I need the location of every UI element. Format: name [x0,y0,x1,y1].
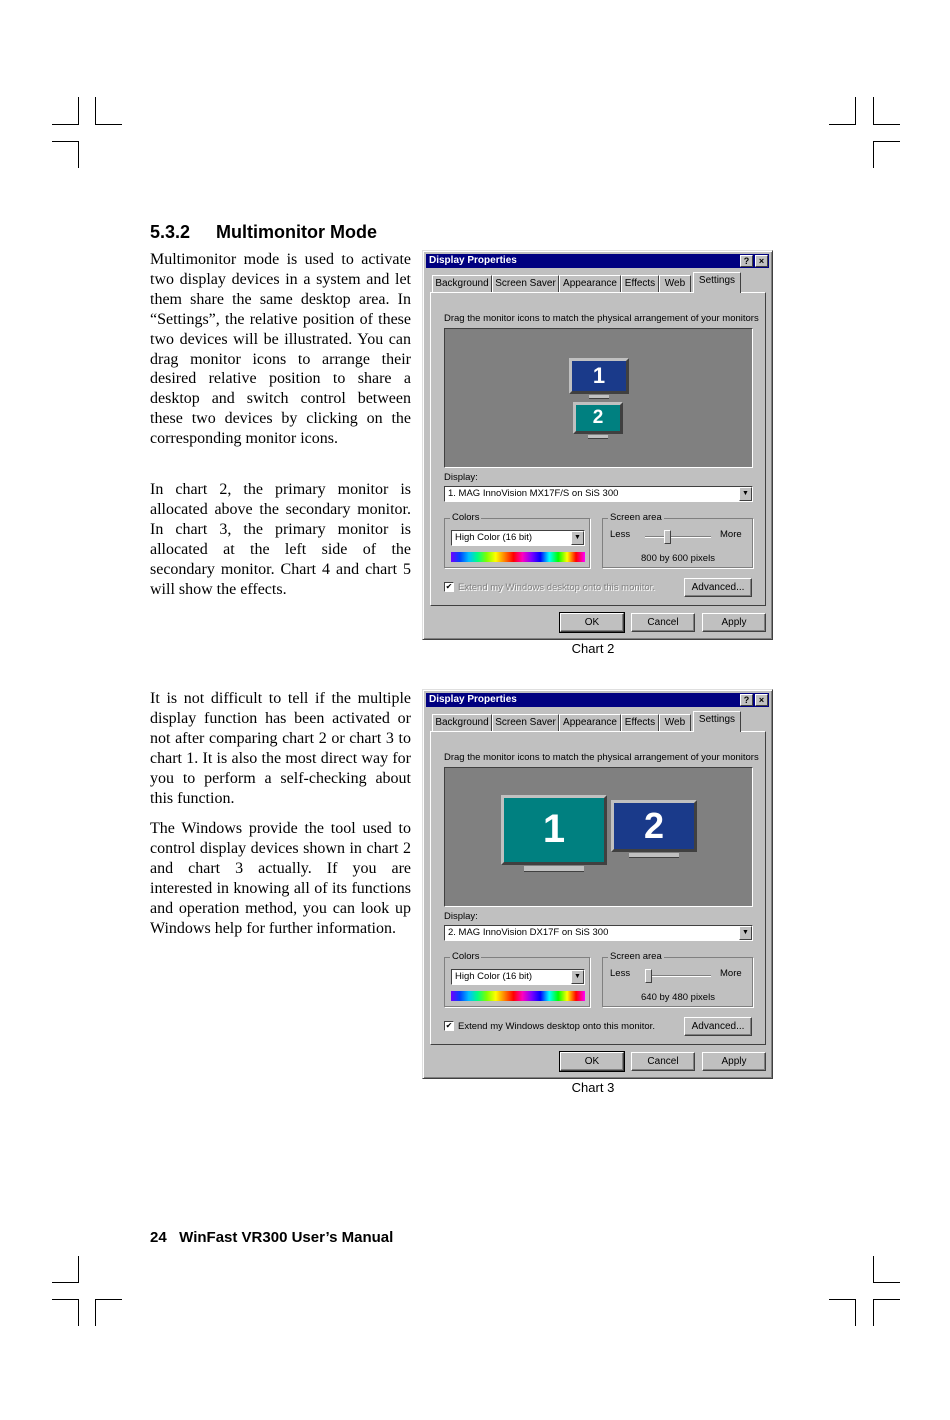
monitor-2-icon[interactable]: 2 [611,800,697,862]
tab-settings[interactable]: Settings [693,272,741,293]
resolution-slider-track[interactable] [645,975,711,977]
help-button[interactable]: ? [740,255,753,267]
paragraph: The Windows provide the tool used to control display devices shown in chart 2 and chart 3 actually. If you are interested in knowing all of its functions and operation method, you can look up Windows help for further information. [150,820,411,937]
cancel-button[interactable]: Cancel [631,1052,695,1071]
monitor-1-icon[interactable]: 1 [569,358,629,400]
section-title: Multimonitor Mode [216,222,377,242]
tab-settings[interactable]: Settings [693,711,741,732]
advanced-button[interactable]: Advanced... [684,578,752,597]
display-value: 2. MAG InnoVision DX17F on SiS 300 [448,927,609,938]
help-button[interactable]: ? [740,694,753,706]
monitor-arrangement-area[interactable] [444,767,753,907]
chart-caption: Chart 3 [571,1080,615,1095]
close-button[interactable]: × [755,694,768,706]
resolution-slider-thumb[interactable] [645,969,652,983]
ok-button[interactable]: OK [560,1052,624,1071]
monitor-arrangement-area[interactable] [444,328,753,468]
extend-desktop-label: Extend my Windows desktop onto this monitor. [458,582,655,593]
ok-button[interactable]: OK [560,613,624,632]
instruction-text: Drag the monitor icons to match the physical arrangement of your monitors [444,752,759,763]
dialog-title: Display Properties [429,694,517,705]
extend-desktop-checkbox[interactable]: ✔ [445,1021,453,1030]
tab-background[interactable]: Background [432,714,492,731]
section-heading [150,222,377,243]
display-value: 1. MAG InnoVision MX17F/S on SiS 300 [448,488,619,499]
tab-background[interactable]: Background [432,275,492,292]
paragraph: Multimonitor mode is used to activate two display devices in a system and let them share the same desktop area. In “Settings”, the relative position of these two devices will be illustrated. You can drag monitor icons to arrange their desired relative position to share a desktop and switch control between these two devices by clicking on the corresponding monitor icons. [150,251,411,448]
less-label: Less [610,968,631,979]
dialog-title: Display Properties [429,255,517,266]
resolution-text: 640 by 480 pixels [641,992,715,1003]
page-footer: 24 WinFast VR300 User’s Manual [150,1229,394,1246]
chevron-down-icon[interactable]: ▼ [571,970,584,984]
colors-value: High Color (16 bit) [455,532,533,543]
colors-label: Colors [452,512,480,523]
screen-area-label: Screen area [610,512,662,523]
screen-area-label: Screen area [610,951,662,962]
color-spectrum [451,552,585,562]
display-properties-dialog [422,250,773,640]
chevron-down-icon[interactable]: ▼ [739,487,752,501]
instruction-text: Drag the monitor icons to match the physical arrangement of your monitors [444,313,759,324]
less-label: Less [610,529,631,540]
section-number: 5.3.2 [150,222,191,242]
monitor-2-icon[interactable]: 2 [573,402,623,442]
colors-value: High Color (16 bit) [455,971,533,982]
more-label: More [720,529,742,540]
extend-desktop-label: Extend my Windows desktop onto this monitor. [458,1021,655,1032]
resolution-text: 800 by 600 pixels [641,553,715,564]
extend-desktop-checkbox[interactable]: ✔ [445,582,453,591]
chevron-down-icon[interactable]: ▼ [571,531,584,545]
apply-button[interactable]: Apply [702,1052,766,1071]
display-label: Display: [444,911,478,922]
colors-select[interactable] [451,530,585,546]
chart-caption: Chart 2 [571,641,615,656]
tab-appearance[interactable]: Appearance [559,275,621,292]
resolution-slider-track[interactable] [645,536,711,538]
title-bar [426,254,769,268]
tab-appearance[interactable]: Appearance [559,714,621,731]
more-label: More [720,968,742,979]
display-properties-dialog [422,689,773,1079]
tab-web[interactable]: Web [659,275,691,292]
tab-screen-saver[interactable]: Screen Saver [492,714,559,731]
tab-effects[interactable]: Effects [621,275,659,292]
display-select[interactable] [444,486,753,502]
tab-web[interactable]: Web [659,714,691,731]
display-label: Display: [444,472,478,483]
resolution-slider-thumb[interactable] [664,530,671,544]
tab-screen-saver[interactable]: Screen Saver [492,275,559,292]
paragraph: It is not difficult to tell if the multiple display function has been activated or not after comparing chart 2 or chart 3 to chart 1. It is also the most direct way for you to perform a self-checking about this function. [150,690,411,807]
colors-select[interactable] [451,969,585,985]
chevron-down-icon[interactable]: ▼ [739,926,752,940]
advanced-button[interactable]: Advanced... [684,1017,752,1036]
paragraph: In chart 2, the primary monitor is allocated above the secondary monitor. In chart 3, the primary monitor is allocated at the left side of the secondary monitor. Chart 4 and chart 5 will show the effects. [150,481,411,598]
apply-button[interactable]: Apply [702,613,766,632]
title-bar [426,693,769,707]
colors-label: Colors [452,951,480,962]
close-button[interactable]: × [755,255,768,267]
display-select[interactable] [444,925,753,941]
cancel-button[interactable]: Cancel [631,613,695,632]
tab-effects[interactable]: Effects [621,714,659,731]
monitor-1-icon[interactable]: 1 [501,795,607,877]
color-spectrum [451,991,585,1001]
